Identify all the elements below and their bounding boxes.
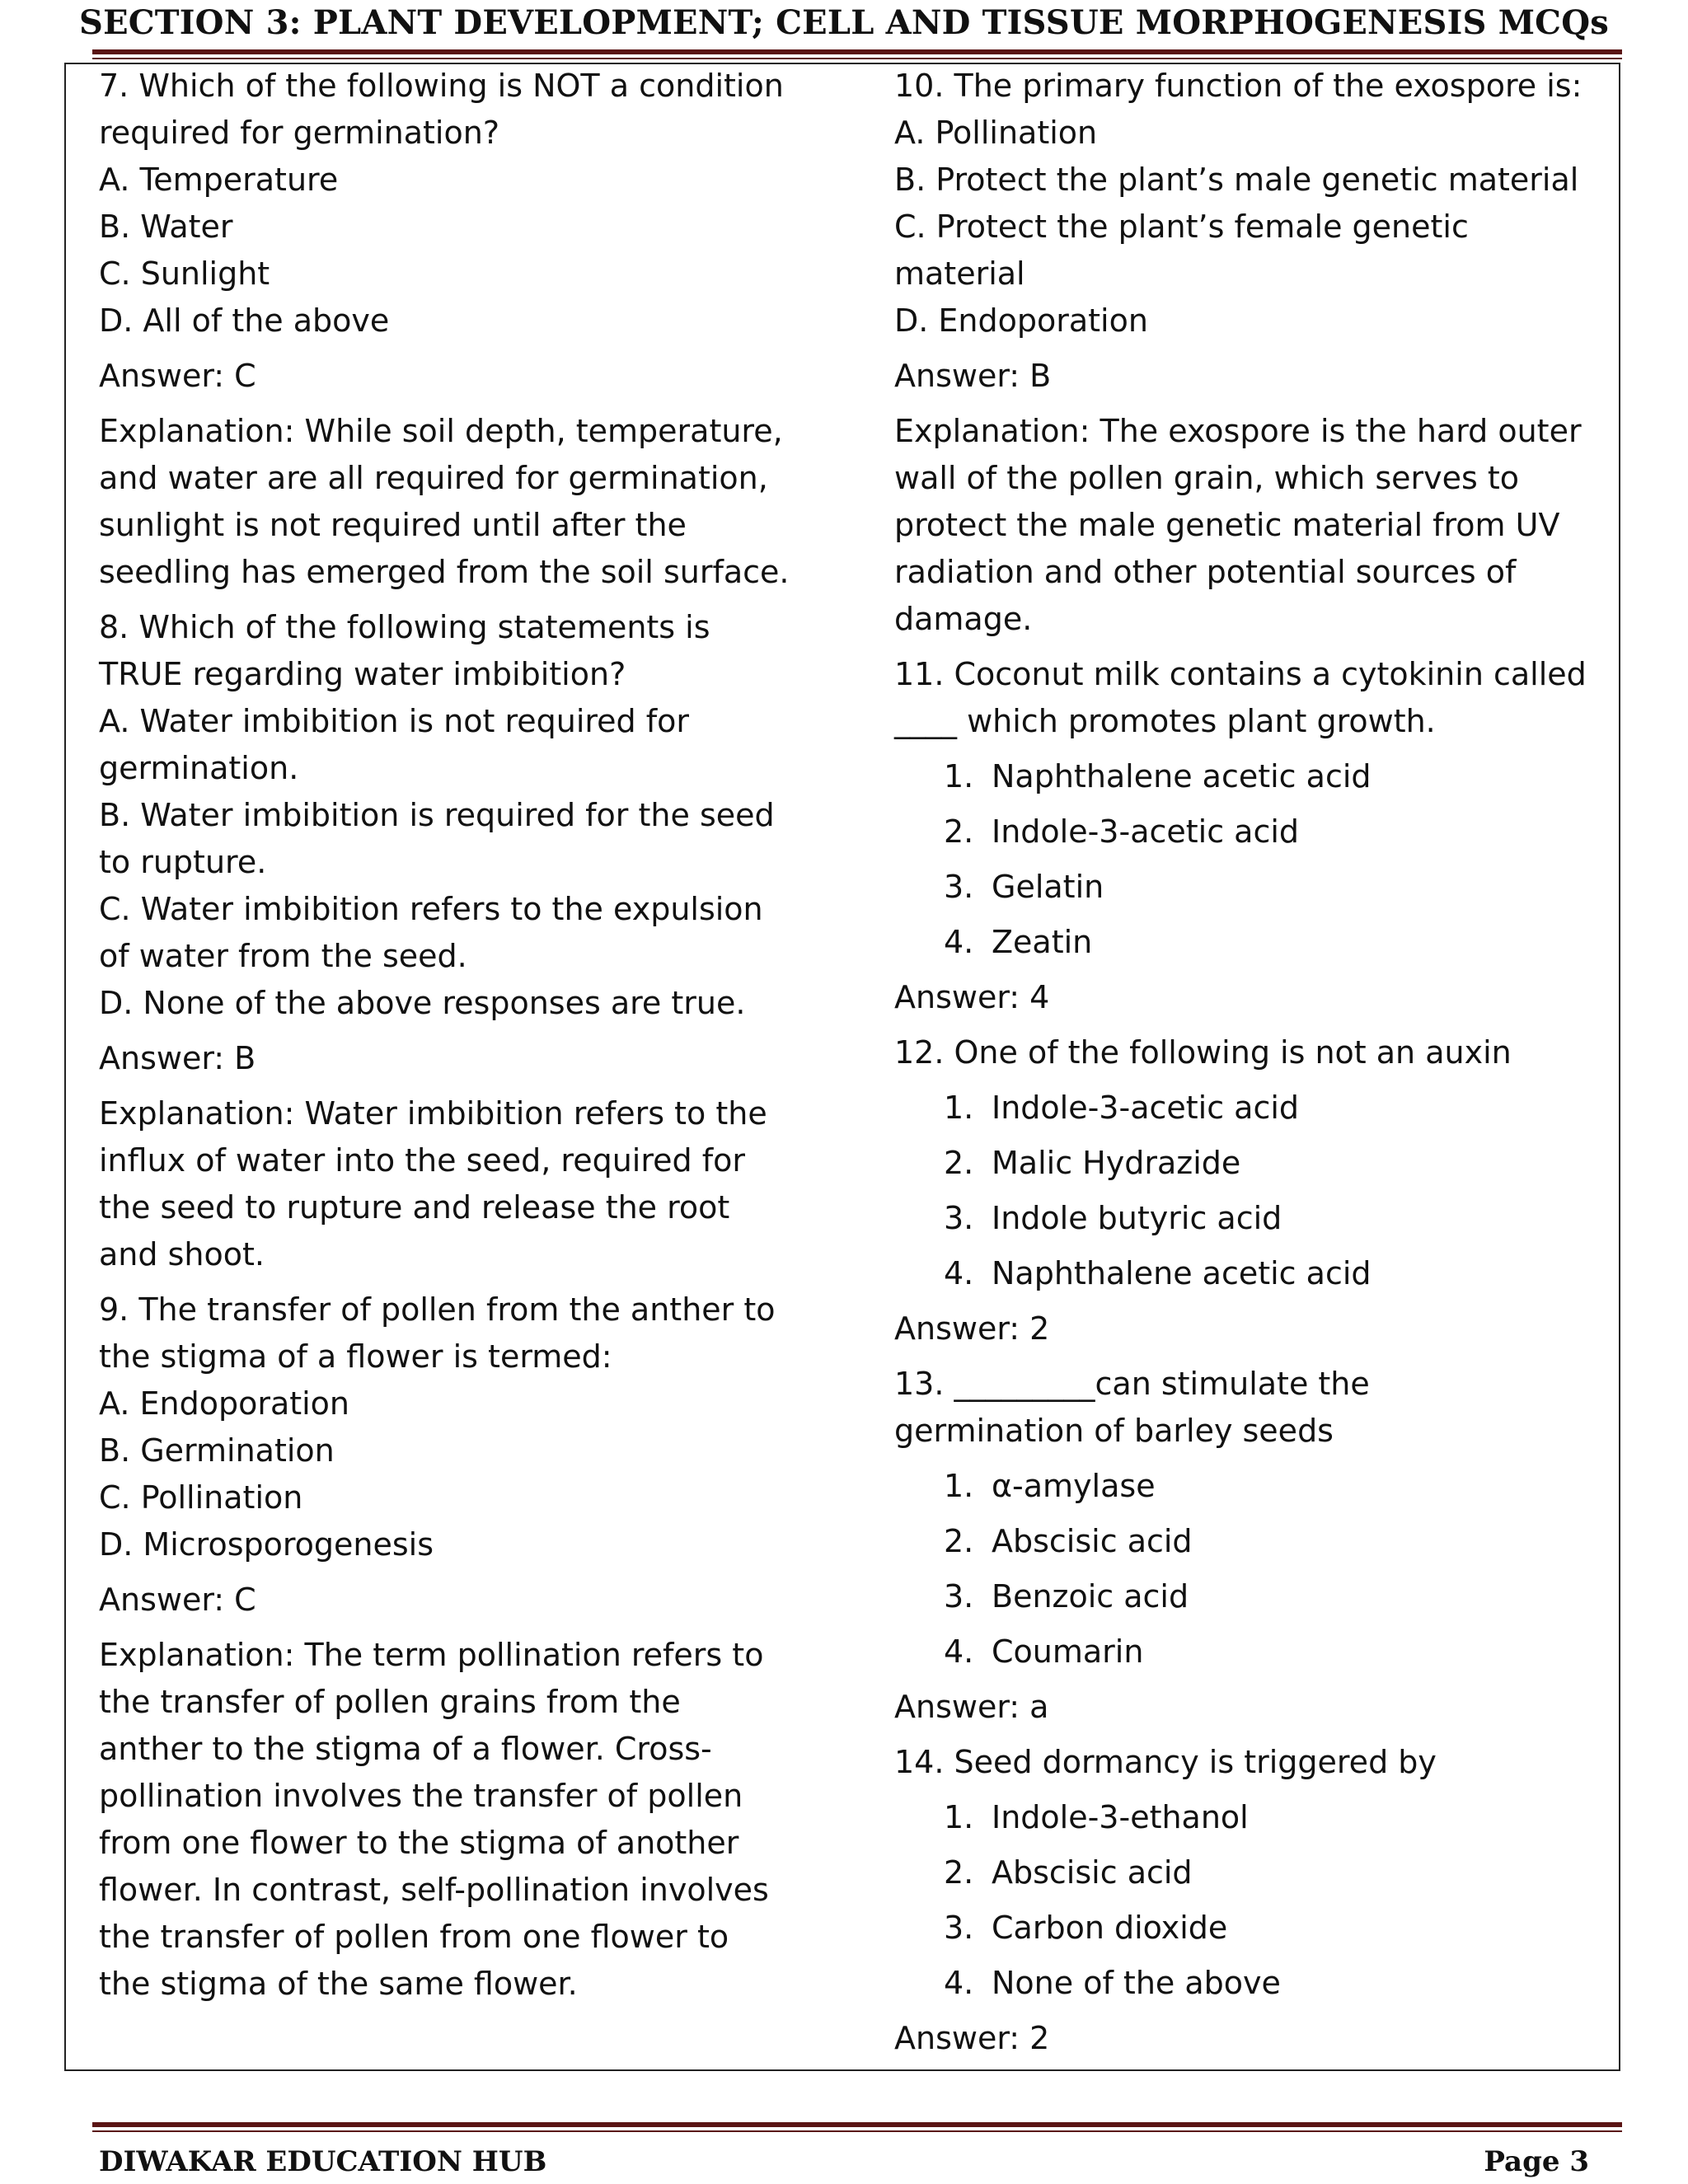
- option-label: Zeatin: [992, 924, 1093, 960]
- option: germination.: [99, 750, 299, 786]
- option: A. Temperature: [99, 162, 339, 198]
- footer-publisher: DIWAKAR EDUCATION HUB: [99, 2145, 547, 2178]
- option: [894, 808, 1587, 855]
- option-label: Gelatin: [992, 869, 1104, 905]
- page-title: SECTION 3: PLANT DEVELOPMENT; CELL AND TISSUE MORPHOGENESIS MCQs: [79, 3, 1609, 42]
- question-text: required for germination?: [99, 115, 499, 151]
- option-number: 1.: [944, 1090, 974, 1126]
- explanation: pollination involves the transfer of pollen: [99, 1778, 743, 1814]
- question-11: [894, 651, 1587, 1021]
- answer: Answer: C: [99, 358, 256, 394]
- option: [894, 1518, 1587, 1565]
- option-number: 3.: [944, 869, 974, 905]
- explanation: Explanation: The term pollination refers to: [99, 1637, 764, 1673]
- option-label: Indole-3-acetic acid: [992, 813, 1300, 850]
- question-text: the stigma of a flower is termed:: [99, 1338, 612, 1375]
- option: C. Protect the plant’s female genetic: [894, 209, 1469, 245]
- option-label: Abscisic acid: [992, 1523, 1193, 1559]
- option-number: 3.: [944, 1578, 974, 1615]
- option: [894, 1140, 1587, 1187]
- option: [894, 1250, 1587, 1297]
- question-text: ____ which promotes plant growth.: [894, 703, 1436, 739]
- option-label: α-amylase: [992, 1468, 1156, 1504]
- explanation: wall of the pollen grain, which serves to: [894, 460, 1520, 496]
- option-label: Indole-3-ethanol: [992, 1799, 1249, 1835]
- option: B. Protect the plant’s male genetic material: [894, 162, 1579, 198]
- question-text: 7. Which of the following is NOT a condition: [99, 68, 784, 104]
- option-label: Naphthalene acetic acid: [992, 758, 1372, 794]
- option: [894, 1195, 1587, 1242]
- option-number: 4.: [944, 924, 974, 960]
- option-number: 3.: [944, 1200, 974, 1236]
- explanation: radiation and other potential sources of: [894, 554, 1517, 590]
- option: [894, 1629, 1587, 1675]
- explanation: from one flower to the stigma of another: [99, 1825, 739, 1861]
- answer: Answer: B: [894, 358, 1052, 394]
- explanation: Explanation: The exospore is the hard outer: [894, 413, 1582, 449]
- explanation: anther to the stigma of a flower. Cross-: [99, 1731, 712, 1767]
- option-label: Abscisic acid: [992, 1854, 1193, 1891]
- answer: Answer: C: [99, 1582, 256, 1618]
- option: [894, 864, 1587, 911]
- explanation: protect the male genetic material from UV: [894, 507, 1560, 543]
- option-label: Naphthalene acetic acid: [992, 1255, 1372, 1291]
- option: D. Endoporation: [894, 302, 1148, 339]
- right-column: [894, 63, 1587, 2062]
- explanation: the seed to rupture and release the root: [99, 1189, 730, 1226]
- option: A. Endoporation: [99, 1385, 350, 1422]
- answer: Answer: 2: [894, 1310, 1050, 1347]
- option: C. Water imbibition refers to the expulsion: [99, 891, 763, 927]
- option: material: [894, 255, 1025, 292]
- option-number: 2.: [944, 1145, 974, 1181]
- option-label: None of the above: [992, 1965, 1281, 2001]
- answer: Answer: 4: [894, 979, 1050, 1015]
- option: A. Pollination: [894, 115, 1098, 151]
- explanation: Explanation: Water imbibition refers to the: [99, 1095, 767, 1132]
- question-text: 14. Seed dormancy is triggered by: [894, 1744, 1437, 1780]
- option-number: 1.: [944, 758, 974, 794]
- question-14: [894, 1739, 1587, 2062]
- option-number: 1.: [944, 1799, 974, 1835]
- option-label: Coumarin: [992, 1633, 1144, 1670]
- explanation: flower. In contrast, self-pollination involves: [99, 1872, 769, 1908]
- option-number: 1.: [944, 1468, 974, 1504]
- explanation: sunlight is not required until after the: [99, 507, 687, 543]
- option: [894, 1463, 1587, 1510]
- left-column: [99, 63, 789, 2008]
- question-text: germination of barley seeds: [894, 1413, 1334, 1449]
- option-number: 2.: [944, 1854, 974, 1891]
- option: B. Germination: [99, 1432, 335, 1469]
- header-rule-thin: [92, 58, 1622, 59]
- option-label: Carbon dioxide: [992, 1910, 1228, 1946]
- page-number: Page 3: [1484, 2145, 1589, 2178]
- option: [894, 1794, 1587, 1841]
- explanation: and water are all required for germination,: [99, 460, 768, 496]
- option: to rupture.: [99, 844, 267, 880]
- question-7: [99, 63, 789, 596]
- question-text: 11. Coconut milk contains a cytokinin called: [894, 656, 1587, 692]
- question-text: 9. The transfer of pollen from the anther to: [99, 1291, 776, 1328]
- option-label: Malic Hydrazide: [992, 1145, 1241, 1181]
- explanation: damage.: [894, 601, 1033, 637]
- option: [894, 1849, 1587, 1896]
- option: C. Pollination: [99, 1479, 303, 1516]
- option-label: Benzoic acid: [992, 1578, 1189, 1615]
- option: of water from the seed.: [99, 938, 467, 974]
- option: A. Water imbibition is not required for: [99, 703, 689, 739]
- header-rule: [92, 49, 1622, 54]
- option: [894, 753, 1587, 800]
- option: [894, 1573, 1587, 1620]
- answer: Answer: 2: [894, 2020, 1050, 2056]
- question-10: [894, 63, 1587, 643]
- footer-rule-thin: [92, 2130, 1622, 2132]
- question-text: 12. One of the following is not an auxin: [894, 1034, 1512, 1071]
- option: B. Water: [99, 209, 233, 245]
- option: D. None of the above responses are true.: [99, 985, 746, 1021]
- explanation: seedling has emerged from the soil surface.: [99, 554, 790, 590]
- option: [894, 1905, 1587, 1952]
- option-number: 4.: [944, 1633, 974, 1670]
- option: D. Microsporogenesis: [99, 1526, 434, 1563]
- option-number: 2.: [944, 813, 974, 850]
- option-label: Indole-3-acetic acid: [992, 1090, 1300, 1126]
- option: [894, 919, 1587, 966]
- footer-rule: [92, 2122, 1622, 2127]
- option-number: 2.: [944, 1523, 974, 1559]
- option: [894, 1085, 1587, 1132]
- question-9: [99, 1286, 789, 2008]
- explanation: the transfer of pollen from one flower to: [99, 1919, 729, 1955]
- explanation: the stigma of the same flower.: [99, 1966, 578, 2002]
- explanation: influx of water into the seed, required for: [99, 1142, 745, 1179]
- question-8: [99, 604, 789, 1278]
- question-13: [894, 1361, 1587, 1731]
- option-number: 4.: [944, 1965, 974, 2001]
- question-text: TRUE regarding water imbibition?: [99, 656, 626, 692]
- explanation: Explanation: While soil depth, temperature,: [99, 413, 783, 449]
- option-number: 4.: [944, 1255, 974, 1291]
- explanation: and shoot.: [99, 1236, 265, 1272]
- question-text: 13. _________can stimulate the: [894, 1366, 1370, 1402]
- option: [894, 1960, 1587, 2007]
- option: B. Water imbibition is required for the seed: [99, 797, 775, 833]
- option: C. Sunlight: [99, 255, 270, 292]
- question-text: 8. Which of the following statements is: [99, 609, 710, 645]
- question-12: [894, 1029, 1587, 1352]
- answer: Answer: B: [99, 1040, 256, 1076]
- option-number: 3.: [944, 1910, 974, 1946]
- question-text: 10. The primary function of the exospore is:: [894, 68, 1582, 104]
- answer: Answer: a: [894, 1689, 1049, 1725]
- option: D. All of the above: [99, 302, 390, 339]
- explanation: the transfer of pollen grains from the: [99, 1684, 681, 1720]
- option-label: Indole butyric acid: [992, 1200, 1282, 1236]
